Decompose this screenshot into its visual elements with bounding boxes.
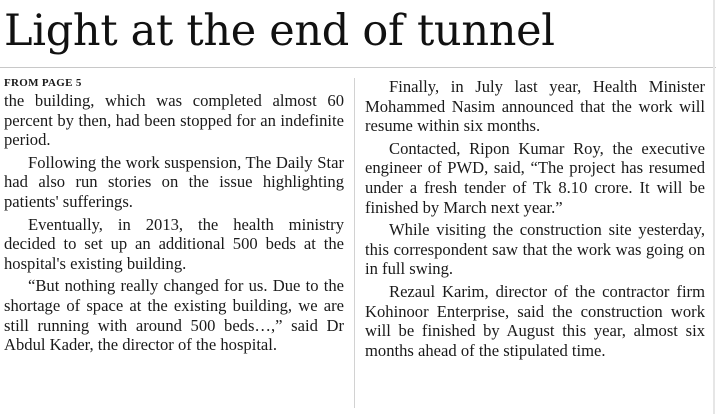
paragraph: Rezaul Karim, director of the contractor firm Kohinoor Enterprise, said the construction work will be finished by August this year, almost six months ahead of the stipulated time. (365, 281, 705, 360)
paragraph: the building, which was completed almost 60 percent by then, had been stopped for an indefinite period. (4, 91, 344, 150)
column-divider (354, 78, 355, 408)
paragraph: Contacted, Ripon Kumar Roy, the executive engineer of PWD, said, “The project has resumed under a fresh tender of Tk 8.10 crore. It will be finished by March next year.” (365, 138, 705, 217)
paragraph: Eventually, in 2013, the health ministry decided to set up an additional 500 beds at the hospital's existing building. (4, 214, 344, 273)
paragraph: Finally, in July last year, Health Minister Mohammed Nasim announced that the work will resume within six months. (365, 77, 705, 136)
article-column-right (365, 77, 705, 363)
continuation-kicker: FROM PAGE 5 (4, 77, 82, 89)
headline: Light at the end of tunnel (4, 6, 555, 56)
paragraph: “But nothing really changed for us. Due to the shortage of space at the existing building, we are still running with around 500 beds…,” said Dr Abdul Kader, the director of the hospital. (4, 276, 344, 355)
paragraph: Following the work suspension, The Daily Star had also run stories on the issue highlighting patients' sufferings. (4, 152, 344, 211)
paragraph: While visiting the construction site yesterday, this correspondent saw that the work was going on in full swing. (365, 220, 705, 279)
headline-rule (0, 67, 716, 68)
page-edge (713, 0, 715, 414)
article-column-left (4, 77, 344, 358)
